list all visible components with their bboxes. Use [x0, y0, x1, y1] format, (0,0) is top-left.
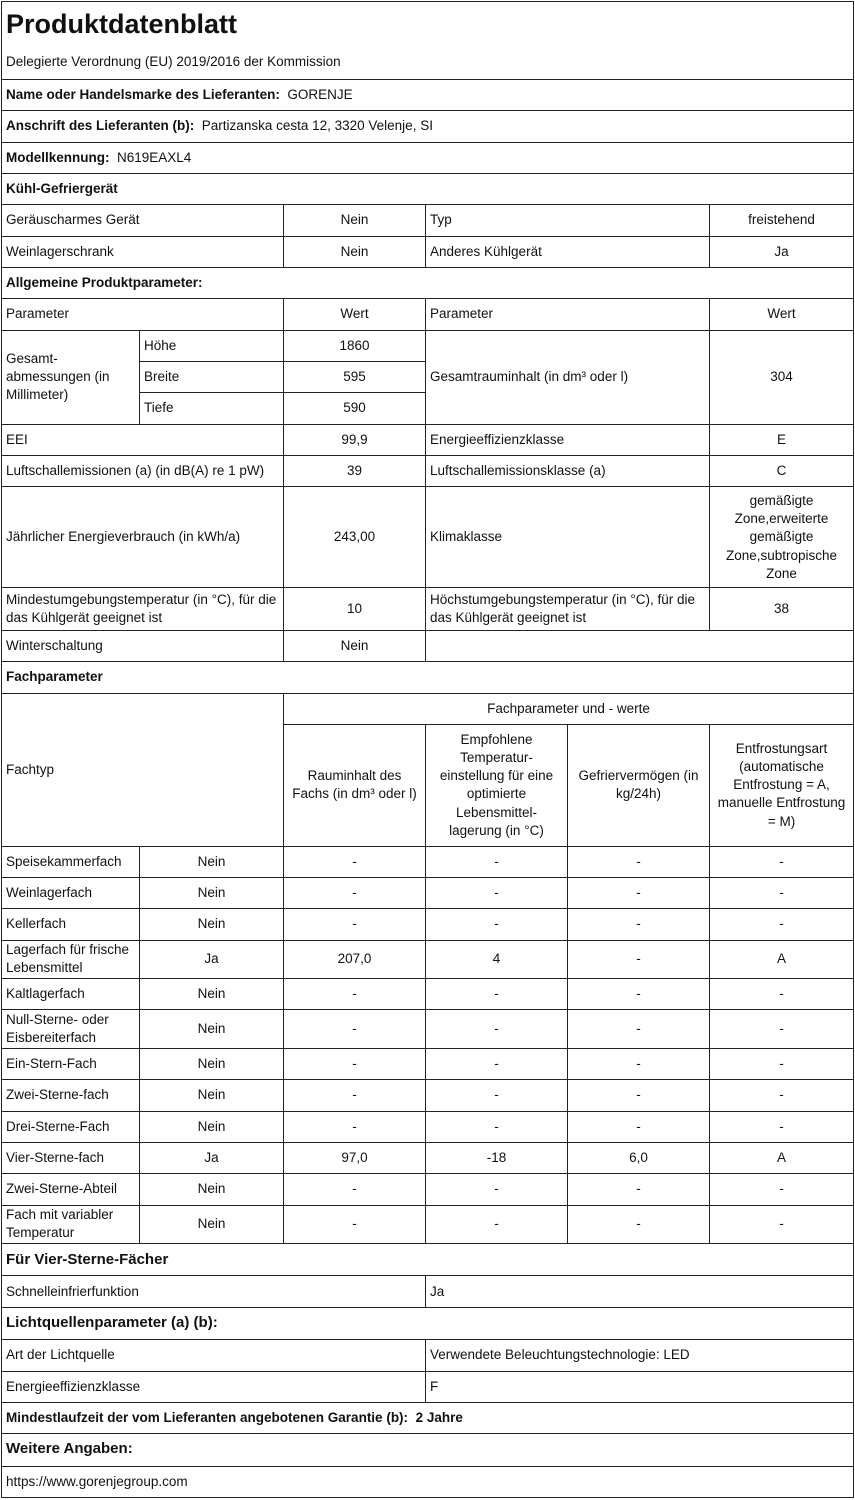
compartment-present: Nein: [140, 846, 284, 877]
compartment-name: Weinlagerfach: [2, 877, 140, 908]
annual-energy-value: 243,00: [284, 487, 426, 588]
compartment-freeze: -: [568, 877, 710, 908]
compartment-volume: -: [284, 1048, 426, 1079]
compartment-volume: -: [284, 1010, 426, 1048]
compartment-present: Nein: [140, 877, 284, 908]
compartment-temp: -: [426, 846, 568, 877]
noise-row: [2, 456, 854, 487]
lighting-section-row: [2, 1307, 854, 1339]
compartment-temp: -18: [426, 1142, 568, 1173]
compartment-name: Zwei-Sterne-fach: [2, 1080, 140, 1111]
further-section-heading: Weitere Angaben:: [2, 1434, 854, 1466]
other-appliance-label: Anderes Kühlgerät: [426, 236, 710, 267]
climate-class-value: gemäßigte Zone,erweiterte gemäßigte Zone,subtropische Zone: [710, 487, 854, 588]
compartment-name: Ein-Stern-Fach: [2, 1048, 140, 1079]
compartment-volume: -: [284, 1174, 426, 1205]
value-header-right: Wert: [710, 299, 854, 330]
model-cell: [2, 142, 854, 173]
compartment-section-heading: Fachparameter: [2, 662, 854, 693]
depth-label: Tiefe: [140, 393, 284, 424]
address-value: Partizanska cesta 12, 3320 Velenje, SI: [201, 118, 433, 134]
compartment-temp: -: [426, 1080, 568, 1111]
compartment-temp: -: [426, 909, 568, 940]
winter-label: Winterschaltung: [2, 630, 284, 661]
compartment-row: [2, 979, 854, 1010]
empty-cell: [426, 630, 854, 661]
compartment-row: [2, 1205, 854, 1244]
min-temp-value: 10: [284, 588, 426, 630]
supplier-row: [2, 79, 854, 110]
compartment-freeze: -: [568, 1205, 710, 1244]
other-appliance-value: Ja: [710, 236, 854, 267]
compartment-defrost: -: [710, 1111, 854, 1142]
quick-freeze-label: Schnelleinfrierfunktion: [2, 1276, 426, 1307]
compartment-name: Null-Sterne- oder Eisbereiterfach: [2, 1010, 140, 1048]
appliance-section-row: [2, 173, 854, 204]
compartment-volume: -: [284, 979, 426, 1010]
noise-value: 39: [284, 456, 426, 487]
compartment-present: Nein: [140, 1010, 284, 1048]
light-class-value: F: [426, 1371, 854, 1402]
compartment-name: Drei-Sterne-Fach: [2, 1111, 140, 1142]
param-header-left: Parameter: [2, 299, 284, 330]
param-header-right: Parameter: [426, 299, 710, 330]
compartment-name: Zwei-Sterne-Abteil: [2, 1174, 140, 1205]
compartment-defrost: -: [710, 1205, 854, 1244]
annual-energy-label: Jährlicher Energieverbrauch (in kWh/a): [2, 487, 284, 588]
compartment-defrost: -: [710, 1174, 854, 1205]
compartment-defrost: A: [710, 940, 854, 978]
appliance-section-heading: Kühl-Gefriergerät: [2, 173, 854, 204]
compartment-volume: 97,0: [284, 1142, 426, 1173]
warranty-label: Mindestlaufzeit der vom Lieferanten angebotenen Garantie (b):: [6, 1409, 409, 1425]
compartment-row: [2, 909, 854, 940]
light-class-label: Energieeffizienzklasse: [2, 1371, 426, 1402]
compartment-volume: -: [284, 877, 426, 908]
col-volume-header: Rauminhalt des Fachs (in dm³ oder l): [284, 724, 426, 846]
col-freeze-header: Gefriervermögen (in kg/24h): [568, 724, 710, 846]
col-temp-header: Empfohlene Temperatur-einstellung für eine optimierte Lebensmittel-lagerung (in °C): [426, 724, 568, 846]
address-label: Anschrift des Lieferanten (b):: [6, 118, 195, 134]
max-temp-label: Höchstumgebungstemperatur (in °C), für die das Kühlgerät geeignet ist: [426, 588, 710, 630]
quick-freeze-row: [2, 1276, 854, 1307]
compartment-volume: -: [284, 1111, 426, 1142]
regulation-row: [2, 45, 854, 79]
noise-class-label: Luftschallemissionsklasse (a): [426, 456, 710, 487]
eei-row: [2, 424, 854, 455]
compartment-defrost: -: [710, 1080, 854, 1111]
winter-row: [2, 630, 854, 661]
wine-cabinet-value: Nein: [284, 236, 426, 267]
compartment-row: [2, 1048, 854, 1079]
ambient-temp-row: [2, 588, 854, 630]
height-label: Höhe: [140, 330, 284, 361]
general-header-row: [2, 299, 854, 330]
model-row: [2, 142, 854, 173]
compartment-defrost: -: [710, 979, 854, 1010]
compartment-volume: 207,0: [284, 940, 426, 978]
model-label: Modellkennung:: [6, 149, 110, 165]
compartment-present: Nein: [140, 1205, 284, 1244]
light-type-value: Verwendete Beleuchtungstechnologie: LED: [426, 1340, 854, 1371]
compartment-row: [2, 940, 854, 978]
compartment-freeze: -: [568, 1048, 710, 1079]
compartment-present: Ja: [140, 940, 284, 978]
low-noise-row: [2, 205, 854, 236]
website-link[interactable]: https://www.gorenjegroup.com: [2, 1466, 854, 1497]
total-volume-label: Gesamtrauminhalt (in dm³ oder l): [426, 330, 710, 424]
model-value: N619EAXL4: [117, 149, 192, 165]
compartment-group-row: [2, 693, 854, 724]
wine-row: [2, 236, 854, 267]
dimensions-label: Gesamt-abmessungen (in Millimeter): [2, 330, 140, 424]
lighting-section-heading: Lichtquellenparameter (a) (b):: [2, 1307, 854, 1339]
compartment-present: Ja: [140, 1142, 284, 1173]
low-noise-value: Nein: [284, 205, 426, 236]
compartment-name: Kellerfach: [2, 909, 140, 940]
compartment-volume: -: [284, 846, 426, 877]
climate-class-label: Klimaklasse: [426, 487, 710, 588]
product-data-sheet: [1, 1, 854, 1498]
compartment-name: Speisekammerfach: [2, 846, 140, 877]
compartment-freeze: -: [568, 846, 710, 877]
compartment-name: Kaltlagerfach: [2, 979, 140, 1010]
value-header-left: Wert: [284, 299, 426, 330]
low-noise-label: Geräuscharmes Gerät: [2, 205, 284, 236]
total-volume-value: 304: [710, 330, 854, 424]
four-star-section-heading: Für Vier-Sterne-Fächer: [2, 1244, 854, 1276]
compartment-defrost: -: [710, 846, 854, 877]
compartment-temp: -: [426, 1174, 568, 1205]
compartment-row: [2, 877, 854, 908]
warranty-cell: [2, 1402, 854, 1433]
compartment-name: Fach mit variabler Temperatur: [2, 1205, 140, 1244]
compartment-defrost: -: [710, 1048, 854, 1079]
compartment-defrost: -: [710, 877, 854, 908]
compartment-rows: [2, 846, 854, 1244]
compartment-temp: -: [426, 1205, 568, 1244]
compartment-present: Nein: [140, 1174, 284, 1205]
regulation-text: Delegierte Verordnung (EU) 2019/2016 der Kommission: [2, 45, 854, 79]
address-row: [2, 111, 854, 142]
page-title: Produktdatenblatt: [2, 2, 854, 45]
compartment-freeze: 6,0: [568, 1142, 710, 1173]
compartment-freeze: -: [568, 1111, 710, 1142]
title-row: [2, 2, 854, 45]
light-type-row: [2, 1340, 854, 1371]
compartment-freeze: -: [568, 940, 710, 978]
max-temp-value: 38: [710, 588, 854, 630]
supplier-label: Name oder Handelsmarke des Lieferanten:: [6, 86, 280, 102]
compartment-freeze: -: [568, 1010, 710, 1048]
energy-class-value: E: [710, 424, 854, 455]
noise-label: Luftschallemissionen (a) (in dB(A) re 1 pW): [2, 456, 284, 487]
warranty-value: 2 Jahre: [415, 1409, 463, 1425]
eei-value: 99,9: [284, 424, 426, 455]
warranty-row: [2, 1402, 854, 1433]
compartment-row: [2, 846, 854, 877]
compartment-row: [2, 1142, 854, 1173]
compartment-freeze: -: [568, 1174, 710, 1205]
light-type-label: Art der Lichtquelle: [2, 1340, 426, 1371]
light-class-row: [2, 1371, 854, 1402]
compartment-volume: -: [284, 909, 426, 940]
winter-value: Nein: [284, 630, 426, 661]
compartment-volume: -: [284, 1080, 426, 1111]
compartment-section-row: [2, 662, 854, 693]
compartment-volume: -: [284, 1205, 426, 1244]
compartment-present: Nein: [140, 979, 284, 1010]
supplier-cell: [2, 79, 854, 110]
compartment-temp: 4: [426, 940, 568, 978]
compartment-type-header: Fachtyp: [2, 693, 284, 846]
eei-label: EEI: [2, 424, 284, 455]
noise-class-value: C: [710, 456, 854, 487]
general-section-row: [2, 267, 854, 298]
compartment-present: Nein: [140, 909, 284, 940]
compartment-temp: -: [426, 1111, 568, 1142]
height-value: 1860: [284, 330, 426, 361]
general-section-heading: Allgemeine Produktparameter:: [2, 267, 854, 298]
compartment-row: [2, 1010, 854, 1048]
compartment-defrost: -: [710, 909, 854, 940]
supplier-value: GORENJE: [287, 86, 353, 102]
energy-class-label: Energieeffizienzklasse: [426, 424, 710, 455]
wine-cabinet-label: Weinlagerschrank: [2, 236, 284, 267]
compartment-name: Vier-Sterne-fach: [2, 1142, 140, 1173]
depth-value: 590: [284, 393, 426, 424]
quick-freeze-value: Ja: [426, 1276, 854, 1307]
compartment-present: Nein: [140, 1048, 284, 1079]
compartment-temp: -: [426, 979, 568, 1010]
compartment-name: Lagerfach für frische Lebensmittel: [2, 940, 140, 978]
compartment-defrost: -: [710, 1010, 854, 1048]
address-cell: [2, 111, 854, 142]
compartment-freeze: -: [568, 909, 710, 940]
col-defrost-header: Entfrostungsart (automatische Entfrostung = A, manuelle Entfrostung = M): [710, 724, 854, 846]
compartment-temp: -: [426, 877, 568, 908]
compartment-temp: -: [426, 1010, 568, 1048]
compartment-row: [2, 1111, 854, 1142]
compartment-present: Nein: [140, 1111, 284, 1142]
compartment-defrost: A: [710, 1142, 854, 1173]
compartment-freeze: -: [568, 979, 710, 1010]
compartment-group-header: Fachparameter und - werte: [284, 693, 854, 724]
width-label: Breite: [140, 361, 284, 392]
compartment-row: [2, 1174, 854, 1205]
url-row: [2, 1466, 854, 1497]
type-value: freistehend: [710, 205, 854, 236]
annual-energy-row: [2, 487, 854, 588]
further-section-row: [2, 1434, 854, 1466]
compartment-present: Nein: [140, 1080, 284, 1111]
min-temp-label: Mindestumgebungstemperatur (in °C), für die das Kühlgerät geeignet ist: [2, 588, 284, 630]
height-row: [2, 330, 854, 361]
compartment-row: [2, 1080, 854, 1111]
four-star-section-row: [2, 1244, 854, 1276]
compartment-temp: -: [426, 1048, 568, 1079]
width-value: 595: [284, 361, 426, 392]
compartment-freeze: -: [568, 1080, 710, 1111]
type-label: Typ: [426, 205, 710, 236]
